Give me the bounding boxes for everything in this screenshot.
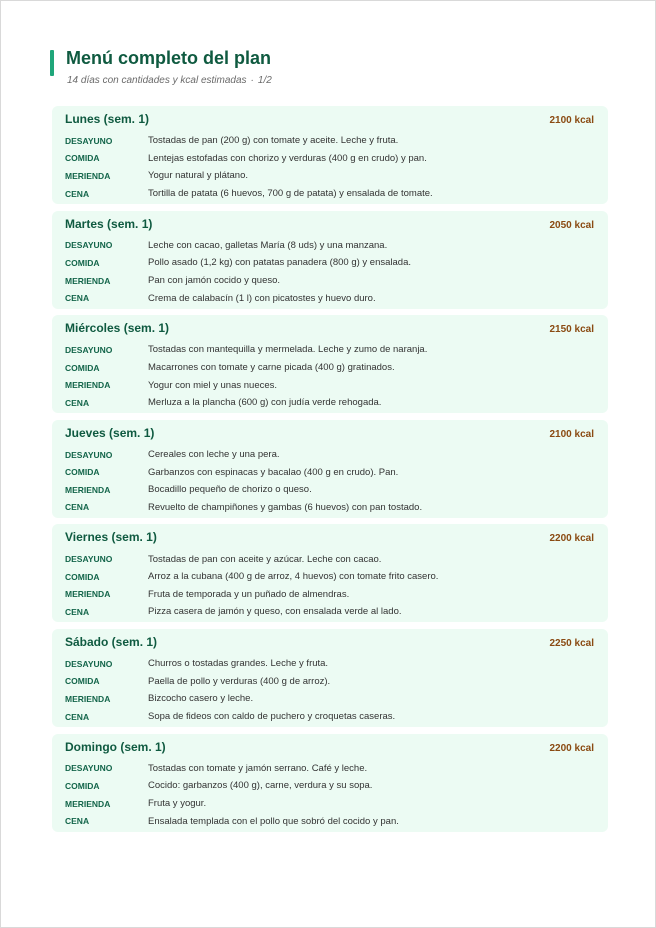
meal-label: DESAYUNO: [65, 135, 113, 146]
day-card: [52, 524, 608, 622]
meal-label: CENA: [65, 606, 90, 617]
day-kcal: 2100 kcal: [549, 115, 594, 126]
meal-description: Tostadas de pan con aceite y azúcar. Leche con cacao.: [148, 553, 382, 565]
meal-description: Tostadas con mantequilla y mermelada. Leche y zumo de naranja.: [148, 344, 428, 356]
page-number: 1/2: [257, 75, 272, 86]
page-title: Menú completo del plan: [66, 48, 272, 68]
day-kcal: 2150 kcal: [549, 324, 594, 336]
day-name: Domingo (sem. 1): [65, 739, 166, 754]
meal-label: DESAYUNO: [65, 240, 113, 251]
day-kcal: 2050 kcal: [549, 219, 594, 231]
subtitle-text: 14 días con cantidades y kcal estimadas: [67, 75, 247, 86]
meal-label: DESAYUNO: [65, 449, 113, 460]
meal-label: CENA: [65, 397, 90, 408]
subtitle-separator: ·: [250, 75, 254, 86]
meal-label: CENA: [65, 188, 90, 199]
meal-label: MERIENDA: [65, 484, 111, 495]
day-card: [52, 420, 608, 518]
meal-label: CENA: [65, 816, 90, 827]
meal-label: COMIDA: [65, 257, 100, 268]
day-card: [52, 315, 608, 413]
meal-label: MERIENDA: [65, 275, 111, 286]
meal-description: Merluza a la plancha (600 g) con judía verde rehogada.: [148, 397, 382, 409]
meal-description: Cocido: garbanzos (400 g), carne, verdura y su sopa.: [148, 780, 373, 792]
day-card: [52, 734, 608, 832]
meal-description: Crema de calabacín (1 l) con picatostes y huevo duro.: [148, 292, 376, 304]
meal-description: Pollo asado (1,2 kg) con patatas panadera (800 g) y ensalada.: [148, 257, 412, 269]
meal-row: [65, 795, 595, 813]
meal-row: [65, 167, 595, 185]
meal-row: [65, 272, 595, 290]
meal-row: [65, 708, 595, 726]
meal-row: [65, 254, 595, 272]
meal-label: MERIENDA: [65, 589, 111, 600]
day-header: [65, 530, 595, 550]
meal-description: Revuelto de champiñones y gambas (6 huevos) con pan tostado.: [148, 501, 423, 513]
meal-label: DESAYUNO: [65, 554, 113, 565]
meal-row: [65, 499, 595, 517]
meal-row: [65, 394, 595, 412]
day-header: [65, 426, 595, 446]
meal-description: Leche con cacao, galletas María (8 uds) y una manzana.: [148, 239, 388, 251]
day-name: Miércoles (sem. 1): [65, 321, 170, 336]
meal-row: [65, 185, 595, 203]
meal-label: MERIENDA: [65, 380, 111, 391]
meal-label: MERIENDA: [65, 693, 111, 704]
meal-row: [65, 777, 595, 795]
meal-description: Arroz a la cubana (400 g de arroz, 4 huevos) con tomate frito casero.: [148, 571, 439, 583]
meal-description: Yogur natural y plátano.: [148, 170, 249, 182]
day-header: [65, 112, 595, 132]
meal-row: [65, 690, 595, 708]
day-kcal: 2250 kcal: [549, 637, 594, 649]
meal-label: CENA: [65, 711, 90, 722]
meal-row: [65, 568, 595, 586]
meal-description: Bocadillo pequeño de chorizo o queso.: [148, 484, 312, 496]
meal-label: COMIDA: [65, 153, 100, 164]
meal-description: Lentejas estofadas con chorizo y verduras (400 g en crudo) y pan.: [148, 152, 427, 164]
meal-description: Ensalada templada con el pollo que sobró del cocido y pan.: [148, 815, 399, 827]
meal-description: Pan con jamón cocido y queso.: [148, 275, 281, 287]
meal-label: MERIENDA: [65, 170, 111, 181]
meal-description: Pizza casera de jamón y queso, con ensalada verde al lado.: [148, 606, 402, 618]
day-header: [65, 321, 595, 341]
day-name: Sábado (sem. 1): [65, 634, 158, 649]
meal-row: [65, 341, 595, 359]
day-name: Martes (sem. 1): [65, 216, 153, 231]
meal-description: Tostadas con tomate y jamón serrano. Café y leche.: [148, 762, 368, 774]
day-header: [65, 740, 595, 760]
meal-label: COMIDA: [65, 571, 100, 582]
meal-label: COMIDA: [65, 780, 100, 791]
meal-label: DESAYUNO: [65, 344, 113, 355]
meal-description: Cereales con leche y una pera.: [148, 449, 280, 461]
day-header: [65, 635, 595, 655]
meal-row: [65, 550, 595, 568]
meal-row: [65, 150, 595, 168]
day-kcal: 2200 kcal: [549, 533, 594, 545]
meal-row: [65, 481, 595, 499]
meal-description: Garbanzos con espinacas y bacalao (400 g en crudo). Pan.: [148, 466, 399, 478]
day-name: Jueves (sem. 1): [65, 425, 155, 440]
meal-label: DESAYUNO: [65, 658, 113, 669]
meal-row: [65, 359, 595, 377]
meal-description: Yogur con miel y unas nueces.: [148, 379, 278, 391]
meal-row: [65, 760, 595, 778]
meal-label: MERIENDA: [65, 798, 111, 809]
meal-row: [65, 237, 595, 255]
meal-row: [65, 132, 595, 150]
day-card: [52, 106, 608, 204]
page-subtitle: [67, 75, 272, 86]
day-card: [52, 629, 608, 727]
title-accent-bar: [50, 50, 54, 76]
meal-row: [65, 586, 595, 604]
meal-label: CENA: [65, 293, 90, 304]
meal-label: COMIDA: [65, 676, 100, 687]
meal-description: Paella de pollo y verduras (400 g de arroz).: [148, 675, 331, 687]
meal-row: [65, 812, 595, 830]
meal-row: [65, 655, 595, 673]
meal-label: DESAYUNO: [65, 763, 113, 774]
day-header: [65, 217, 595, 237]
meal-description: Fruta y yogur.: [148, 798, 207, 810]
meal-row: [65, 603, 595, 621]
meal-label: CENA: [65, 502, 90, 513]
meal-description: Churros o tostadas grandes. Leche y fruta.: [148, 658, 329, 670]
meal-description: Macarrones con tomate y carne picada (400 g) gratinados.: [148, 362, 395, 374]
day-name: Viernes (sem. 1): [65, 530, 157, 545]
meal-description: Tostadas de pan (200 g) con tomate y aceite. Leche y fruta.: [148, 135, 399, 147]
day-kcal: 2100 kcal: [549, 428, 594, 440]
meal-row: [65, 376, 595, 394]
meal-description: Fruta de temporada y un puñado de almendras.: [148, 588, 350, 600]
meal-label: COMIDA: [65, 362, 100, 373]
day-name: Lunes (sem. 1): [65, 112, 150, 126]
day-card: [52, 211, 608, 309]
meal-row: [65, 463, 595, 481]
meal-row: [65, 446, 595, 464]
meal-label: COMIDA: [65, 467, 100, 478]
meal-row: [65, 289, 595, 307]
meal-description: Sopa de fideos con caldo de puchero y croquetas caseras.: [148, 711, 396, 723]
meal-description: Tortilla de patata (6 huevos, 700 g de patata) y ensalada de tomate.: [148, 188, 433, 200]
meal-row: [65, 673, 595, 691]
meal-description: Bizcocho casero y leche.: [148, 693, 254, 705]
day-list: [52, 106, 608, 838]
day-kcal: 2200 kcal: [549, 742, 594, 754]
